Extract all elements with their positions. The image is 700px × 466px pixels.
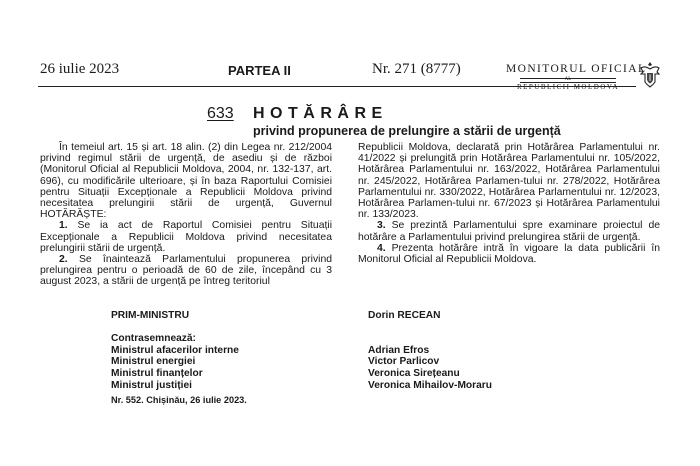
minister-name: Veronica Mihailov-Moraru — [368, 379, 492, 391]
prime-minister-name: Dorin RECEAN — [368, 310, 441, 321]
text-column-right — [358, 142, 660, 265]
logo-connector: AL — [564, 77, 572, 82]
spacer — [368, 333, 492, 345]
text-column-left — [40, 142, 332, 288]
minister-name: Victor Parlicov — [368, 356, 440, 368]
issue-number: Nr. 271 (8777) — [372, 61, 461, 77]
minister-name: Veronica Sirețeanu — [368, 367, 460, 379]
point-paragraph: 3. Se prezintă Parlamentului spre examinare proiectul de hotărâre a Parlamentului privind prelungirea stării de urgență. — [358, 220, 660, 243]
spacer — [111, 322, 239, 334]
minister-name: Adrian Efros — [368, 344, 430, 356]
minister-role: Ministrul justiției — [111, 379, 192, 391]
coat-of-arms-icon — [638, 60, 662, 90]
act-number: 633 — [207, 105, 234, 122]
point-paragraph: 2. Se înaintează Parlamentului propunerea privind prelungirea pentru o perioadă de 60 de zile, începând cu 3 august 2023, a stării de urgență pe întreg teritoriul — [40, 254, 333, 288]
point-number: 3. — [377, 220, 386, 232]
continuation-paragraph: Republicii Moldova, declarată prin Hotărârea Parlamentului nr. 41/2022 și prelungită prin Hotărârea Parlamentului nr. 105/2022, Hotărârea Parlamentului nr. 163/2022, Hotărârea Parlamentului nr. 245/2022, Hotărârea Parlamen-tului nr. 278/2022, Hotărârea Parlamentului nr. 330/2022, Hotărârea Parlamentului nr. 12/2023, Hotărârea Parlamen-tului nr. 67/2023 și Hotărârea Parlamentului nr. 133/2023. — [358, 142, 661, 221]
minister-role: Ministrul afacerilor interne — [111, 344, 239, 356]
header-divider — [38, 86, 636, 87]
point-paragraph: 4. Prezenta hotărâre intră în vigoare la data publicării în Monitorul Oficial al Republicii Moldova. — [358, 242, 660, 266]
act-title: privind propunerea de prelungire a stării de urgență — [253, 124, 561, 138]
act-type: HOTĂRÂRE — [253, 105, 388, 122]
prime-minister-title: PRIM-MINISTRU — [111, 310, 190, 321]
minister-role: Ministrul energiei — [111, 356, 196, 368]
signature-names — [368, 310, 492, 391]
point-number: 2. — [59, 254, 68, 266]
point-number: 4. — [377, 242, 386, 254]
point-paragraph: 1. Se ia act de Raportul Comisiei pentru Situații Excepționale a Republicii Moldova privind necesitatea prelungirii stării de urgență. — [40, 220, 332, 254]
countersign-label: Contrasemnează: — [111, 333, 196, 345]
section-label: PARTEA II — [228, 63, 291, 78]
point-number: 1. — [59, 220, 68, 232]
signature-roles — [111, 310, 239, 391]
decision-footer: Nr. 552. Chișinău, 26 iulie 2023. — [111, 395, 247, 405]
preamble-paragraph: În temeiul art. 15 și art. 18 alin. (2) din Legea nr. 212/2004 privind regimul stării de urgență, de asediu și de război (Monitorul Oficial al Republicii Moldova, 2004, nr. 132-137, art. 696), cu modificările ulterioare, și în baza Raportului Comisiei pentru Situații Excepționale a Republicii Moldova privind necesitatea prelungirii stării de urgență, Guvernul HOTĂRĂȘTE: — [40, 142, 333, 221]
logo-subtitle: REPUBLICII MOLDOVA — [516, 83, 620, 91]
issue-date: 26 iulie 2023 — [40, 61, 120, 77]
logo-title: MONITORUL OFICIAL — [506, 63, 647, 75]
minister-role: Ministrul finanțelor — [111, 367, 203, 379]
spacer — [368, 322, 492, 334]
